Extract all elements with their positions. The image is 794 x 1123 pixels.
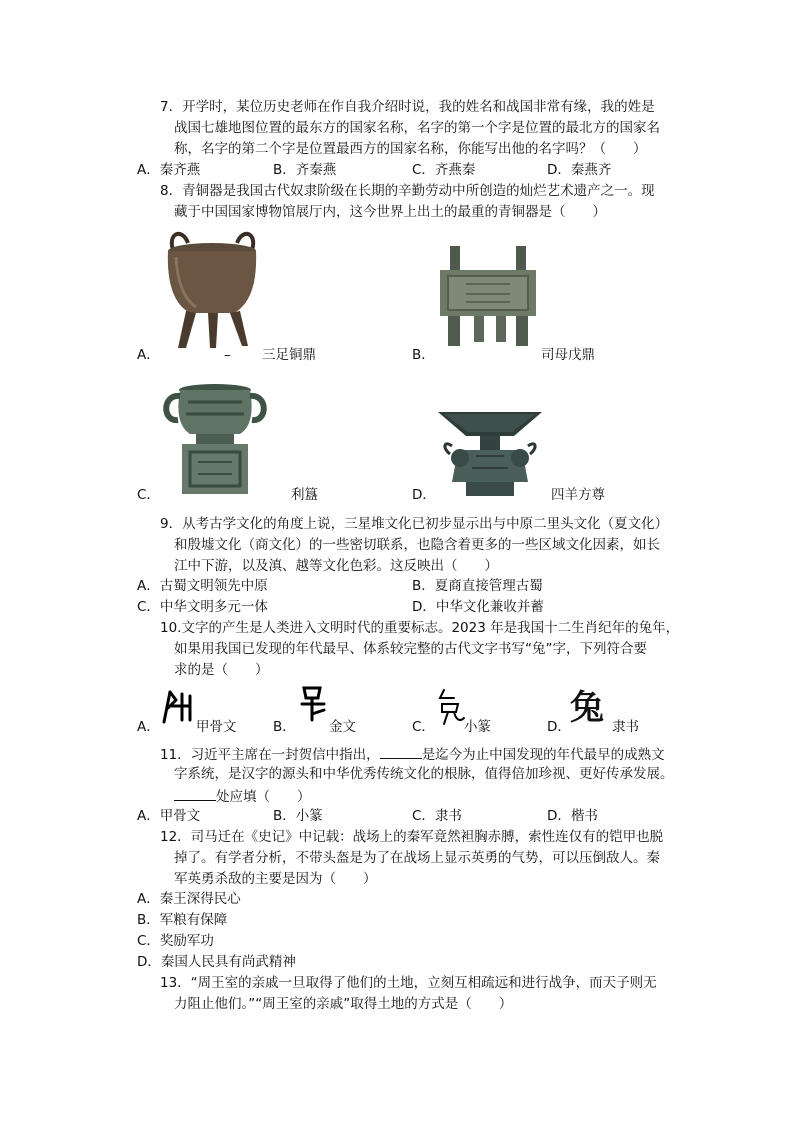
simuwu-ding-image xyxy=(436,244,540,348)
q11-line1-start: 11．习近平主席在一封贺信中指出， xyxy=(160,747,380,763)
four-goat-zun-image xyxy=(436,410,544,498)
q8-option-a[interactable]: A． xyxy=(137,347,160,363)
oracle-bone-rabbit-glyph xyxy=(160,686,196,726)
q10-option-c[interactable]: C． xyxy=(412,719,435,735)
q9-option-d[interactable]: D．中华文化兼收并蓄 xyxy=(412,599,544,615)
clerical-rabbit-glyph: 兔 xyxy=(570,688,604,728)
q10-option-d[interactable]: D． xyxy=(547,719,571,735)
li-gui-image xyxy=(160,376,270,496)
q11-line1 xyxy=(160,744,665,764)
q11-line1-end: 是迄今为止中国发现的年代最早的成熟文 xyxy=(421,747,665,763)
q12-line3: 军英勇杀敌的主要是因为（ ） xyxy=(174,871,377,887)
q8-option-b[interactable]: B． xyxy=(412,347,435,363)
q10-option-b[interactable]: B． xyxy=(273,719,296,735)
q9-option-c[interactable]: C．中华文明多元一体 xyxy=(137,599,268,615)
q12-option-b[interactable]: B．军粮有保障 xyxy=(137,912,228,928)
q8-option-b-caption: 司母戊鼎 xyxy=(541,347,595,363)
small-seal-rabbit-glyph xyxy=(436,686,466,726)
q11-line3-text: 处应填（ ） xyxy=(216,789,311,805)
q8-option-a-dash: – xyxy=(224,347,231,363)
q11-option-b[interactable]: B．小篆 xyxy=(273,808,323,824)
q9-line3: 江中下游，以及滇、越等文化色彩。这反映出（ ） xyxy=(174,558,498,574)
q8-option-d[interactable]: D． xyxy=(412,487,436,503)
q7-option-b[interactable]: B．齐秦燕 xyxy=(273,162,337,178)
q9-option-a[interactable]: A．古蜀文明领先中原 xyxy=(137,578,268,594)
q11-blank-1 xyxy=(380,744,422,759)
q8-line1: 8．青铜器是我国古代奴隶阶级在长期的辛勤劳动中所创造的灿烂艺术遗产之一。现 xyxy=(160,183,655,199)
q7-option-c[interactable]: C．齐燕秦 xyxy=(412,162,476,178)
q7-line1: 7．开学时，某位历史老师在作自我介绍时说，我的姓名和战国非常有缘，我的姓是 xyxy=(160,99,655,115)
q10-line1: 10.文字的产生是人类进入文明时代的重要标志。2023 年是我国十二生肖纪年的兔年， xyxy=(160,620,680,636)
q10-line2: 如果用我国已发现的年代最早、体系较完整的古代文字书写“兔”字，下列符合要 xyxy=(174,641,647,657)
q7-line2: 战国七雄地图位置的最东方的国家名称，名字的第一个字是位置的最北方的国家名 xyxy=(174,120,660,136)
q8-option-d-caption: 四羊方尊 xyxy=(551,487,605,503)
q9-option-b[interactable]: B．夏商直接管理古蜀 xyxy=(412,578,543,594)
q7-option-d[interactable]: D．秦燕齐 xyxy=(547,162,612,178)
q12-line2: 掉了。有学者分析，不带头盔是为了在战场上显示英勇的气势，可以压倒敌人。秦 xyxy=(174,850,660,866)
q10-option-b-caption: 金文 xyxy=(329,719,356,735)
q12-option-d[interactable]: D．秦国人民具有尚武精神 xyxy=(137,954,296,970)
q11-line3 xyxy=(174,786,311,806)
q10-option-a[interactable]: A． xyxy=(137,719,160,735)
bronze-script-rabbit-glyph xyxy=(298,684,328,724)
q9-line2: 和殷墟文化（商文化）的一些密切联系，也隐含着更多的一些区域文化因素，如长 xyxy=(174,537,660,553)
tripod-ding-image xyxy=(160,225,265,350)
q11-option-c[interactable]: C．隶书 xyxy=(412,808,462,824)
q10-option-a-caption: 甲骨文 xyxy=(196,719,237,735)
q10-line3: 求的是（ ） xyxy=(174,662,269,678)
q9-line1: 9．从考古学文化的角度上说，三星堆文化已初步显示出与中原二里头文化（夏文化） xyxy=(160,516,669,532)
q11-line2: 字系统，是汉字的源头和中华优秀传统文化的根脉，值得倍加珍视、更好传承发展。 xyxy=(174,766,674,782)
q13-line1: 13．“周王室的亲戚一旦取得了他们的土地，立刻互相疏远和进行战争，而天子则无 xyxy=(160,975,657,991)
q12-option-a[interactable]: A．秦王深得民心 xyxy=(137,891,241,907)
q13-line2: 力阻止他们。”“周王室的亲戚”取得土地的方式是（ ） xyxy=(174,996,513,1012)
q10-option-c-caption: 小篆 xyxy=(464,719,491,735)
q8-option-c[interactable]: C． xyxy=(137,487,160,503)
q12-option-c[interactable]: C．奖励军功 xyxy=(137,933,214,949)
q8-line2: 藏于中国国家博物馆展厅内，这今世界上出土的最重的青铜器是（ ） xyxy=(174,204,606,220)
q11-option-a[interactable]: A．甲骨文 xyxy=(137,808,201,824)
q10-option-d-caption: 隶书 xyxy=(612,719,639,735)
q12-line1: 12．司马迁在《史记》中记载：战场上的秦军竟然袒胸赤膊，索性连仅有的铠甲也脱 xyxy=(160,829,664,845)
q8-option-a-caption: 三足铜鼎 xyxy=(262,347,316,363)
q7-option-a[interactable]: A．秦齐燕 xyxy=(137,162,201,178)
q11-blank-2 xyxy=(174,786,216,801)
q11-option-d[interactable]: D．楷书 xyxy=(547,808,598,824)
q8-option-c-caption: 利簋 xyxy=(291,487,318,503)
q7-line3: 称，名字的第二个字是位置最西方的国家名称，你能写出他的名字吗？（ ） xyxy=(174,141,647,157)
